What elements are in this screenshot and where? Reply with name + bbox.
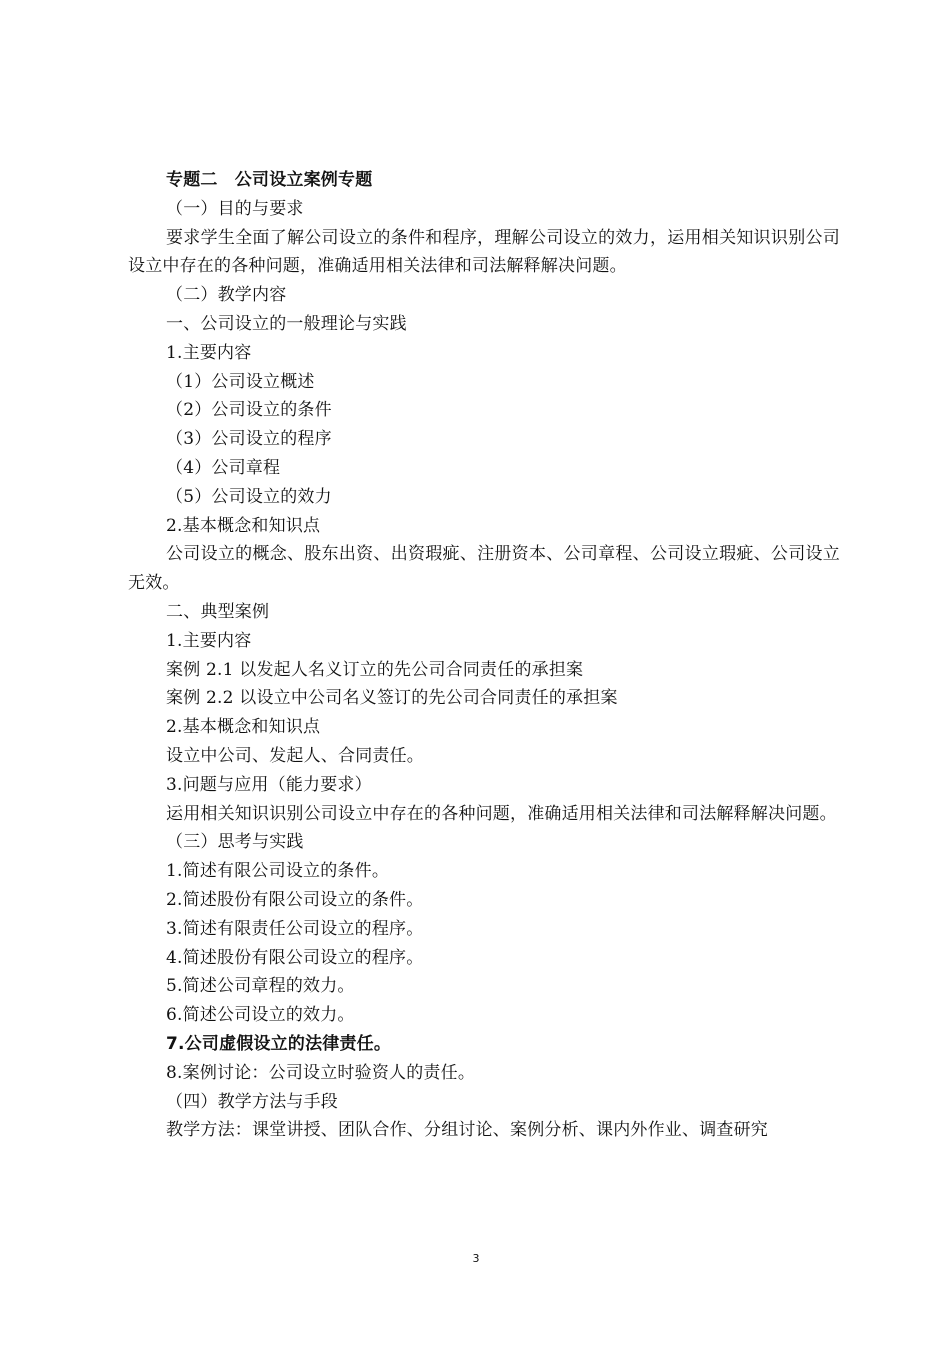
main-content-label: 1.主要内容	[166, 342, 252, 363]
section-heading-content: （二）教学内容	[166, 285, 287, 306]
section-heading-goals: （一）目的与要求	[166, 198, 304, 219]
list-item: （4）公司章程	[166, 457, 281, 478]
list-item: （3）公司设立的程序	[166, 429, 332, 450]
concepts-label: 2.基本概念和知识点	[166, 515, 321, 536]
question-item: 5.简述公司章程的效力。	[166, 976, 355, 997]
question-item: 4.简述股份有限公司设立的程序。	[166, 947, 424, 968]
list-item: （2）公司设立的条件	[166, 400, 332, 421]
question-item: 3.简述有限责任公司设立的程序。	[166, 918, 424, 939]
part-heading-theory: 一、公司设立的一般理论与实践	[166, 313, 407, 334]
question-item: 6.简述公司设立的效力。	[166, 1005, 355, 1026]
page-number: 3	[472, 1252, 480, 1265]
application-paragraph: 运用相关知识识别公司设立中存在的各种问题，准确适用相关法律和司法解释解决问题。	[166, 803, 837, 824]
section-heading-methods: （四）教学方法与手段	[166, 1091, 338, 1112]
question-item: 8.案例讨论：公司设立时验资人的责任。	[166, 1062, 476, 1083]
list-item: （5）公司设立的效力	[166, 486, 332, 507]
application-label: 3.问题与应用（能力要求）	[166, 774, 372, 795]
question-item: 1.简述有限公司设立的条件。	[166, 861, 390, 882]
case-item: 案例 2.1 以发起人名义订立的先公司合同责任的承担案	[166, 659, 584, 680]
question-item-bold: 7.公司虚假设立的法律责任。	[166, 1033, 392, 1054]
goals-paragraph: 要求学生全面了解公司设立的条件和程序，理解公司设立的效力，运用相关知识识别公司设立中存在的各种问题，准确适用相关法律和司法解释解决问题。	[128, 227, 840, 277]
case-item: 案例 2.2 以设立中公司名义签订的先公司合同责任的承担案	[166, 688, 618, 709]
topic-title: 专题二 公司设立案例专题	[166, 170, 373, 190]
main-content-label: 1.主要内容	[166, 630, 252, 651]
question-item: 2.简述股份有限公司设立的条件。	[166, 889, 424, 910]
concepts-text: 设立中公司、发起人、合同责任。	[166, 745, 424, 766]
part-heading-cases: 二、典型案例	[166, 601, 270, 622]
document-body	[128, 166, 840, 1145]
concepts-paragraph: 公司设立的概念、股东出资、出资瑕疵、注册资本、公司章程、公司设立瑕疵、公司设立无效。	[128, 544, 840, 594]
list-item: （1）公司设立概述	[166, 371, 315, 392]
methods-text: 教学方法：课堂讲授、团队合作、分组讨论、案例分析、课内外作业、调查研究	[166, 1120, 768, 1141]
section-heading-practice: （三）思考与实践	[166, 832, 304, 853]
concepts-label: 2.基本概念和知识点	[166, 717, 321, 738]
